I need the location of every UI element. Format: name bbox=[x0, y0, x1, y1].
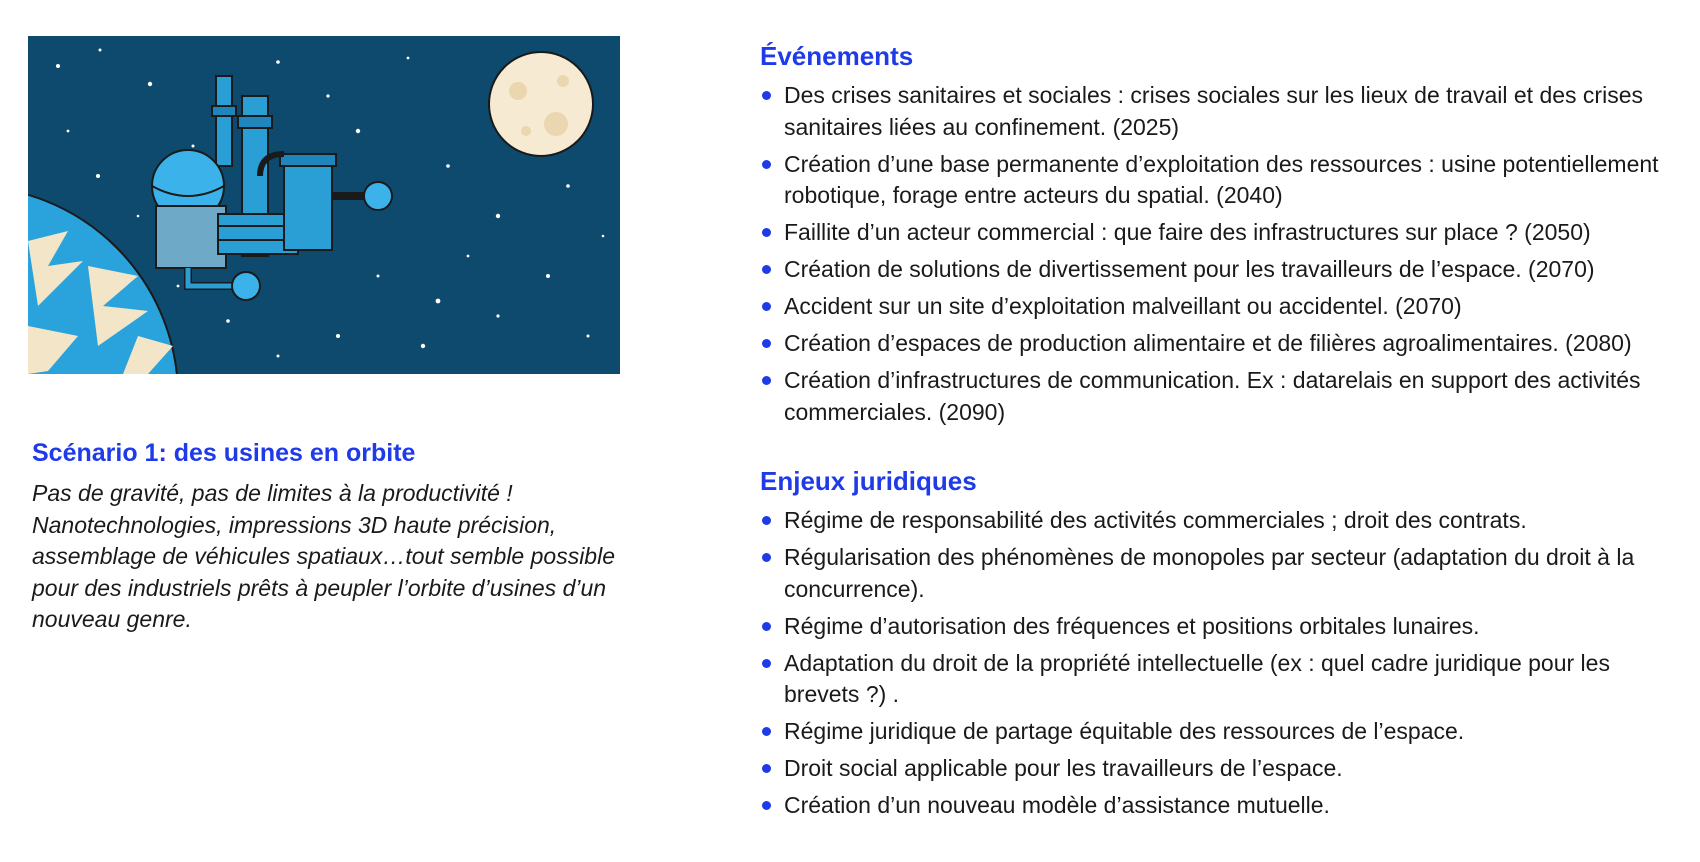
legal-item bbox=[760, 716, 1690, 748]
moon-icon bbox=[489, 52, 593, 156]
event-text: Création d’espaces de production alimentaire et de filières agroalimentaires. (2080) bbox=[784, 330, 1632, 356]
event-text: Des crises sanitaires et sociales : crises sociales sur les lieux de travail et des crises sanitaires liées au confinement. (2025) bbox=[784, 82, 1643, 140]
scenario-description: Pas de gravité, pas de limites à la productivité ! Nanotechnologies, impressions 3D haute précision, assemblage de véhicules spatiaux…tout semble possible pour des industriels prêts à peupler l’orbite d’usines d’un nouveau genre. bbox=[32, 480, 615, 632]
bullet-icon bbox=[762, 160, 771, 169]
event-text: Création de solutions de divertissement pour les travailleurs de l’espace. (2070) bbox=[784, 256, 1595, 282]
event-text: Création d’une base permanente d’exploitation des ressources : usine potentiellement robotique, forage entre acteurs du spatial. (2040) bbox=[784, 150, 1659, 208]
scenario-title: Scénario 1: des usines en orbite bbox=[32, 439, 416, 467]
bullet-icon bbox=[762, 659, 771, 668]
event-item bbox=[760, 149, 1690, 212]
legal-text: Création d’un nouveau modèle d’assistance mutuelle. bbox=[784, 792, 1330, 818]
legal-item bbox=[760, 753, 1690, 785]
bullet-icon bbox=[762, 91, 771, 100]
bullet-icon bbox=[762, 553, 771, 562]
legal-issues-title: Enjeux juridiques bbox=[760, 466, 977, 496]
bullet-icon bbox=[762, 265, 771, 274]
legal-text: Adaptation du droit de la propriété intellectuelle (ex : quel cadre juridique pour les brevets ?) . bbox=[784, 649, 1610, 707]
legal-issues-list bbox=[760, 505, 1690, 827]
event-item bbox=[760, 328, 1690, 360]
event-item bbox=[760, 291, 1690, 323]
event-text: Faillite d’un acteur commercial : que faire des infrastructures sur place ? (2050) bbox=[784, 219, 1591, 245]
bullet-icon bbox=[762, 516, 771, 525]
space-factory-illustration bbox=[28, 36, 620, 374]
legal-text: Droit social applicable pour les travailleurs de l’espace. bbox=[784, 755, 1343, 781]
legal-text: Régime de responsabilité des activités commerciales ; droit des contrats. bbox=[784, 507, 1527, 533]
bullet-icon bbox=[762, 339, 771, 348]
bullet-icon bbox=[762, 622, 771, 631]
bullet-icon bbox=[762, 228, 771, 237]
event-item bbox=[760, 365, 1690, 428]
bullet-icon bbox=[762, 302, 771, 311]
legal-item bbox=[760, 505, 1690, 537]
event-text: Accident sur un site d’exploitation malveillant ou accidentel. (2070) bbox=[784, 293, 1462, 319]
event-item bbox=[760, 217, 1690, 249]
legal-item bbox=[760, 648, 1690, 711]
bullet-icon bbox=[762, 801, 771, 810]
bullet-icon bbox=[762, 727, 771, 736]
legal-text: Régime juridique de partage équitable des ressources de l’espace. bbox=[784, 718, 1465, 744]
legal-item bbox=[760, 790, 1690, 822]
event-item bbox=[760, 80, 1690, 143]
bullet-icon bbox=[762, 764, 771, 773]
bullet-icon bbox=[762, 376, 771, 385]
events-title: Événements bbox=[760, 41, 914, 71]
events-list bbox=[760, 80, 1690, 434]
legal-text: Régime d’autorisation des fréquences et positions orbitales lunaires. bbox=[784, 612, 1480, 639]
event-text: Création d’infrastructures de communication. Ex : datarelais en support des activités commerciales. (2090) bbox=[784, 367, 1641, 425]
legal-item bbox=[760, 542, 1690, 605]
event-item bbox=[760, 254, 1690, 286]
legal-text: Régularisation des phénomènes de monopoles par secteur (adaptation du droit à la concurrence). bbox=[784, 544, 1635, 602]
legal-item bbox=[760, 611, 1690, 643]
